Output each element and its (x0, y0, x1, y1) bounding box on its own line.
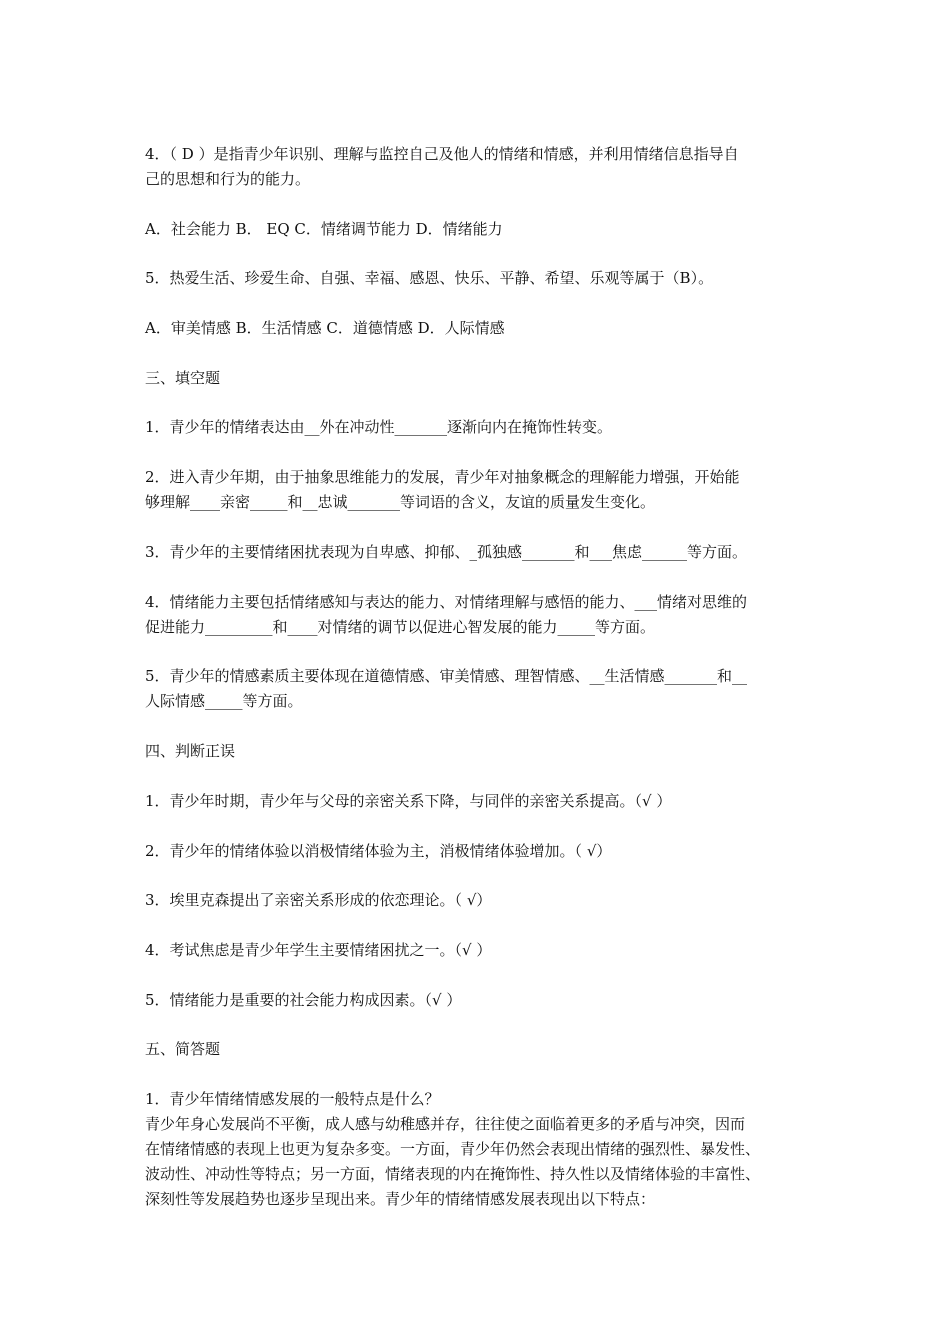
question-4-options: A．社会能力 B． EQ C．情绪调节能力 D．情绪能力 (145, 220, 503, 238)
short-answer-1-answer-line-1: 青少年身心发展尚不平衡，成人感与幼稚感并存，往往使之面临着更多的矛盾与冲突，因而 (145, 1115, 746, 1133)
question-4-line-1: 4．（ D ）是指青少年识别、理解与监控自己及他人的情绪和情感，并利用情绪信息指导自 (145, 145, 739, 163)
question-5-options: A．审美情感 B．生活情感 C．道德情感 D．人际情感 (145, 319, 505, 337)
fill-in-2-line-2: 够理解____亲密_____和__忠诚_______等词语的含义，友谊的质量发生变化。 (145, 493, 656, 511)
judgment-5: 5．情绪能力是重要的社会能力构成因素。（√ ） (145, 991, 462, 1009)
fill-in-4-line-1: 4．情绪能力主要包括情绪感知与表达的能力、对情绪理解与感悟的能力、___情绪对思维的 (145, 593, 748, 611)
section-heading-short-answer: 五、简答题 (145, 1040, 221, 1058)
section-heading-fill-in: 三、填空题 (145, 369, 221, 387)
fill-in-5-line-2: 人际情感_____等方面。 (145, 692, 303, 710)
judgment-3: 3．埃里克森提出了亲密关系形成的依恋理论。（ √） (145, 891, 492, 909)
question-4-line-2: 己的思想和行为的能力。 (145, 170, 311, 188)
short-answer-1-answer-line-2: 在情绪情感的表现上也更为复杂多变。一方面，青少年仍然会表现出情绪的强烈性、暴发性、 (145, 1140, 761, 1158)
fill-in-1: 1．青少年的情绪表达由__外在冲动性_______逐渐向内在掩饰性转变。 (145, 418, 613, 436)
short-answer-1-answer-line-4: 深刻性等发展趋势也逐步呈现出来。青少年的情绪情感发展表现出以下特点： (145, 1190, 656, 1208)
question-5: 5．热爱生活、珍爱生命、自强、幸福、感恩、快乐、平静、希望、乐观等属于（B）。 (145, 269, 714, 287)
fill-in-4-line-2: 促进能力_________和____对情绪的调节以促进心智发展的能力_____等方面。 (145, 618, 656, 636)
judgment-4: 4．考试焦虑是青少年学生主要情绪困扰之一。（√ ） (145, 941, 492, 959)
judgment-2: 2．青少年的情绪体验以消极情绪体验为主，消极情绪体验增加。（ √） (145, 842, 612, 860)
short-answer-1-question: 1．青少年情绪情感发展的一般特点是什么？ (145, 1090, 440, 1108)
short-answer-1-answer-line-3: 波动性、冲动性等特点；另一方面，情绪表现的内在掩饰性、持久性以及情绪体验的丰富性、 (145, 1165, 761, 1183)
fill-in-5-line-1: 5．青少年的情感素质主要体现在道德情感、审美情感、理智情感、__生活情感_______和__ (145, 667, 748, 685)
fill-in-3: 3．青少年的主要情绪困扰表现为自卑感、抑郁、_孤独感_______和___焦虑______等方面。 (145, 543, 748, 561)
section-heading-true-false: 四、判断正误 (145, 742, 236, 760)
fill-in-2-line-1: 2．进入青少年期，由于抽象思维能力的发展，青少年对抽象概念的理解能力增强，开始能 (145, 468, 740, 486)
judgment-1: 1．青少年时期，青少年与父母的亲密关系下降，与同伴的亲密关系提高。（√ ） (145, 792, 672, 810)
